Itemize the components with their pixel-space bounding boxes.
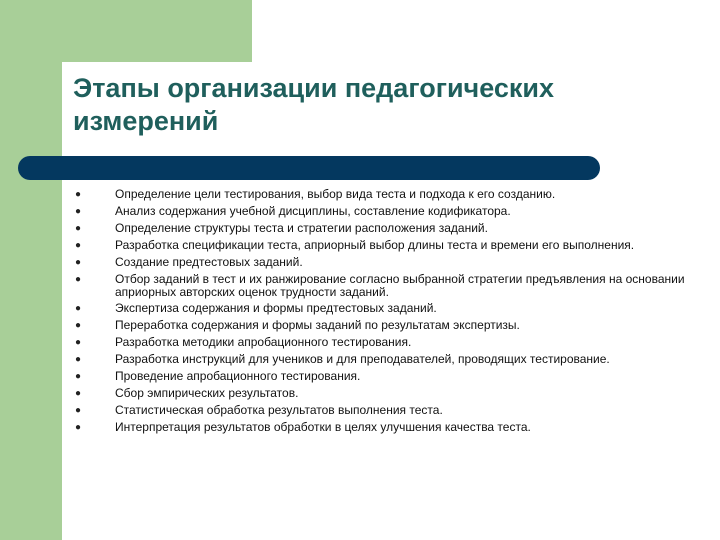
bullet-icon: ● [75, 422, 82, 433]
list-item [75, 205, 705, 218]
list-item [75, 188, 705, 201]
bullet-icon: ● [75, 240, 82, 251]
bullet-icon: ● [75, 206, 82, 217]
list-item-text: Экспертиза содержания и формы предтестовых заданий. [115, 301, 437, 315]
list-item-text: Анализ содержания учебной дисциплины, составление кодификатора. [115, 204, 511, 218]
list-item [75, 273, 705, 298]
bullet-icon: ● [75, 223, 82, 234]
list-item [75, 222, 705, 235]
list-item-text: Разработка инструкций для учеников и для преподавателей, проводящих тестирование. [115, 352, 610, 366]
list-item [75, 404, 705, 417]
list-item-text: Переработка содержания и формы заданий по результатам экспертизы. [115, 318, 520, 332]
bullet-icon: ● [75, 388, 82, 399]
list-item-text: Разработка методики апробационного тестирования. [115, 335, 412, 349]
list-item [75, 256, 705, 269]
list-item-text: Статистическая обработка результатов выполнения теста. [115, 403, 443, 417]
list-item [75, 336, 705, 349]
list-item-text: Проведение апробационного тестирования. [115, 369, 361, 383]
list-item [75, 387, 705, 400]
list-item-text: Создание предтестовых заданий. [115, 255, 303, 269]
title-underline-bar [18, 156, 600, 180]
list-item-text: Разработка спецификации теста, априорный выбор длины теста и времени его выполнения. [115, 238, 635, 252]
bullet-icon: ● [75, 405, 82, 416]
bullet-icon: ● [75, 303, 82, 314]
list-item-text: Отбор заданий в тест и их ранжирование согласно выбранной стратегии предъявления на основании априорных авторских оценок трудности заданий. [115, 272, 685, 299]
bullet-icon: ● [75, 189, 82, 200]
list-item [75, 302, 705, 315]
list-item-text: Определение структуры теста и стратегии расположения заданий. [115, 221, 488, 235]
bullet-icon: ● [75, 274, 82, 285]
decorative-green-strip-left [0, 0, 62, 540]
list-item [75, 239, 705, 252]
list-item [75, 370, 705, 383]
bullet-icon: ● [75, 257, 82, 268]
bullet-icon: ● [75, 337, 82, 348]
list-item [75, 319, 705, 332]
list-item [75, 421, 705, 434]
list-item [75, 353, 705, 366]
list-item-text: Интерпретация результатов обработки в целях улучшения качества теста. [115, 420, 531, 434]
bullet-icon: ● [75, 354, 82, 365]
slide-title: Этапы организации педагогических измерений [73, 73, 555, 136]
list-item-text: Определение цели тестирования, выбор вида теста и подхода к его созданию. [115, 187, 556, 201]
list-item-text: Сбор эмпирических результатов. [115, 386, 299, 400]
stage-list [75, 188, 705, 438]
bullet-icon: ● [75, 371, 82, 382]
bullet-icon: ● [75, 320, 82, 331]
